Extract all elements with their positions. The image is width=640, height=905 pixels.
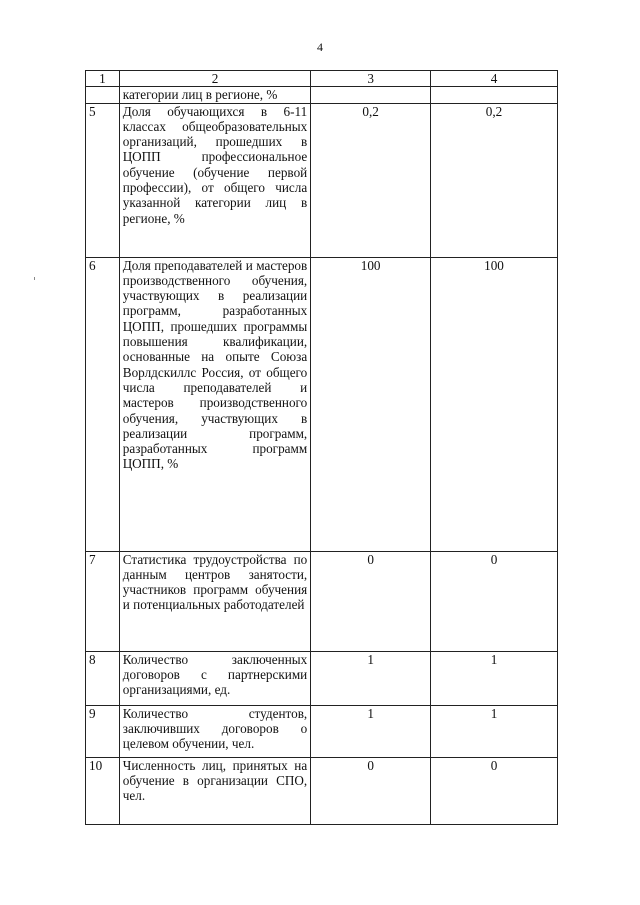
row-number-cell: 8 [86,651,120,705]
header-cell: 4 [431,71,558,87]
header-cell: 3 [311,71,431,87]
table-row [86,705,558,757]
value-cell: 0,2 [311,103,431,257]
row-number-cell: 6 [86,257,120,551]
header-cell: 1 [86,71,120,87]
table-row [86,757,558,824]
row-number-cell [86,87,120,103]
page-number: 4 [317,40,323,54]
table-row [86,257,558,551]
value-cell [311,87,431,103]
value-cell: 1 [311,651,431,705]
value-cell: 0,2 [431,103,558,257]
indicator-text-cell: Доля преподавателей и мастеров производственного обучения, участвующих в реализации программ, разработанных ЦОПП, прошедших программы повышения квалификации, основанные на опыте Союза Ворлдскиллс Россия, от общего числа преподавателей и мастеров производственного обучения, участвующих в реализации программ, разработанных программ ЦОПП, % [119,257,310,551]
indicator-text-cell: Доля обучающихся в 6-11 классах общеобразовательных организаций, прошедших в ЦОПП профессиональное обучение (обучение первой профессии), от общего числа указанной категории лиц в регионе, % [119,103,310,257]
indicator-text-cell: Количество студентов, заключивших договоров о целевом обучении, чел. [119,705,310,757]
table-row [86,651,558,705]
value-cell: 100 [431,257,558,551]
row-number-cell: 5 [86,103,120,257]
table-row [86,103,558,257]
header-cell: 2 [119,71,310,87]
row-number-cell: 7 [86,551,120,651]
indicator-text-cell: Численность лиц, принятых на обучение в организации СПО, чел. [119,757,310,824]
value-cell: 1 [431,651,558,705]
value-cell: 1 [431,705,558,757]
table-row-continuation [86,87,558,103]
value-cell: 100 [311,257,431,551]
indicators-table [85,70,558,825]
value-cell: 0 [311,551,431,651]
row-number-cell: 9 [86,705,120,757]
indicator-text-cell: Статистика трудоустройства по данным центров занятости, участников программ обучения и потенциальных работодателей [119,551,310,651]
value-cell: 1 [311,705,431,757]
table-row [86,551,558,651]
value-cell [431,87,558,103]
margin-mark [34,277,35,280]
table-header-row [86,71,558,87]
value-cell: 0 [431,757,558,824]
value-cell: 0 [311,757,431,824]
indicator-text-cell: Количество заключенных договоров с партнерскими организациями, ед. [119,651,310,705]
row-number-cell: 10 [86,757,120,824]
value-cell: 0 [431,551,558,651]
indicator-text-cell: категории лиц в регионе, % [119,87,310,103]
